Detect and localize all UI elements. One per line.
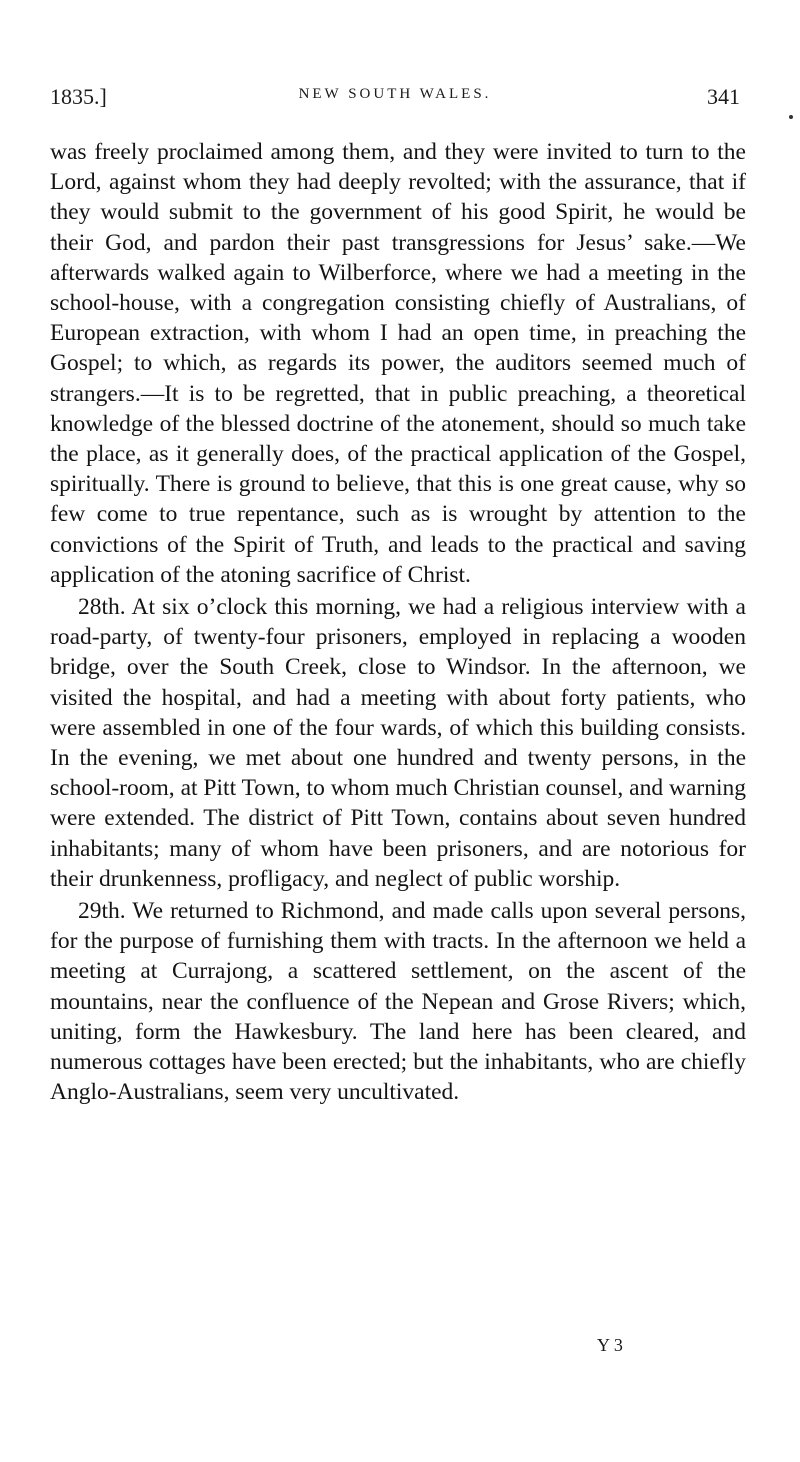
margin-speck xyxy=(789,115,793,119)
body-text xyxy=(50,137,746,1108)
header-year: 1835.] xyxy=(50,84,107,109)
signature-mark: Y 3 xyxy=(597,1335,623,1355)
page-number: 341 xyxy=(707,84,740,109)
running-head xyxy=(50,84,740,112)
paragraph-29th: 29th. We returned to Richmond, and made calls upon several persons, for the purpose of furnishing them with tracts. In the afternoon we held a meeting at Currajong, a scattered settlement, on the ascent of the mountains, near the confluence of the Nepean and Grose Rivers; which, uniting, form the Hawkesbury. The land here has been cleared, and numerous cottages have been erected; but the inhabitants, who are chiefly Anglo-Australians, seem very uncultivated. xyxy=(50,898,746,1106)
paragraph-continued: was freely proclaimed among them, and they were invited to turn to the Lord, against whom they had deeply revolted; with the assurance, that if they would submit to the government of his good Spirit, he would be their God, and pardon their past transgressions for Jesus’ sake.—We afterwards walked again to Wilberforce, where we had a meeting in the school-house, with a congregation consisting chiefly of Australians, of European extraction, with whom I had an open time, in preaching the Gospel; to which, as regards its power, the auditors seemed much of strangers.—It is to be regretted, that in public preaching, a theoretical knowledge of the blessed doctrine of the atonement, should so much take the place, as it generally does, of the practical application of the Gospel, spiritually. There is ground to believe, that this is one great cause, why so few come to true repentance, such as is wrought by attention to the convictions of the Spirit of Truth, and leads to the practical and saving application of the atoning sacrifice of Christ. xyxy=(50,139,746,588)
paragraph-28th: 28th. At six o’clock this morning, we had a religious interview with a road-party, of twenty-four prisoners, employed in replacing a wooden bridge, over the South Creek, close to Windsor. In the afternoon, we visited the hospital, and had a meeting with about forty patients, who were assembled in one of the four wards, of which this building consists. In the evening, we met about one hundred and twenty persons, in the school-room, at Pitt Town, to whom much Christian counsel, and warning were extended. The district of Pitt Town, contains about seven hundred inhabitants; many of whom have been prisoners, and are notorious for their drunkenness, profligacy, and neglect of public worship. xyxy=(50,594,746,892)
header-title: NEW SOUTH WALES. xyxy=(298,86,492,102)
